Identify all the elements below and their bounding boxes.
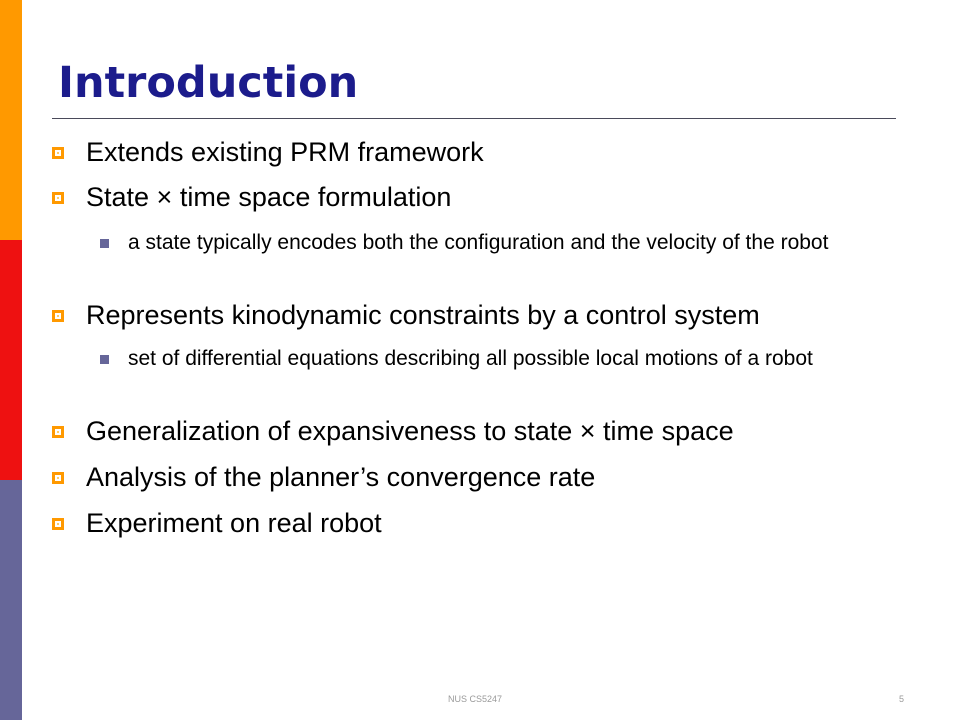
slide-title: Introduction (58, 58, 359, 108)
bullet-item (52, 300, 760, 331)
sub-bullet-icon (100, 355, 109, 364)
bullet-text: Represents kinodynamic constraints by a control system (86, 300, 760, 330)
sub-bullet-item (100, 228, 890, 288)
square-bullet-icon (52, 426, 64, 438)
bullet-text: State × time space formulation (86, 182, 452, 212)
sub-bullet-text: set of differential equations describing all possible local motions of a robot (128, 347, 813, 370)
square-bullet-icon (52, 472, 64, 484)
bullet-item (52, 416, 734, 447)
page-number: 5 (899, 694, 905, 704)
bullet-item (52, 462, 595, 493)
square-bullet-icon (52, 192, 64, 204)
sub-bullet-item (100, 344, 890, 404)
bullet-text: Generalization of expansiveness to state × time space (86, 416, 734, 446)
square-bullet-icon (52, 310, 64, 322)
bullet-item (52, 508, 382, 539)
bullet-item (52, 182, 451, 213)
bullet-text: Analysis of the planner’s convergence rate (86, 462, 596, 492)
sub-bullet-icon (100, 239, 109, 248)
bullet-text: Extends existing PRM framework (86, 137, 484, 167)
bullet-item (52, 137, 484, 168)
sub-bullet-text: a state typically encodes both the configuration and the velocity of the robot (128, 231, 829, 254)
square-bullet-icon (52, 518, 64, 530)
bullet-text: Experiment on real robot (86, 508, 382, 538)
footer-course: NUS CS5247 (448, 694, 503, 704)
square-bullet-icon (52, 147, 64, 159)
